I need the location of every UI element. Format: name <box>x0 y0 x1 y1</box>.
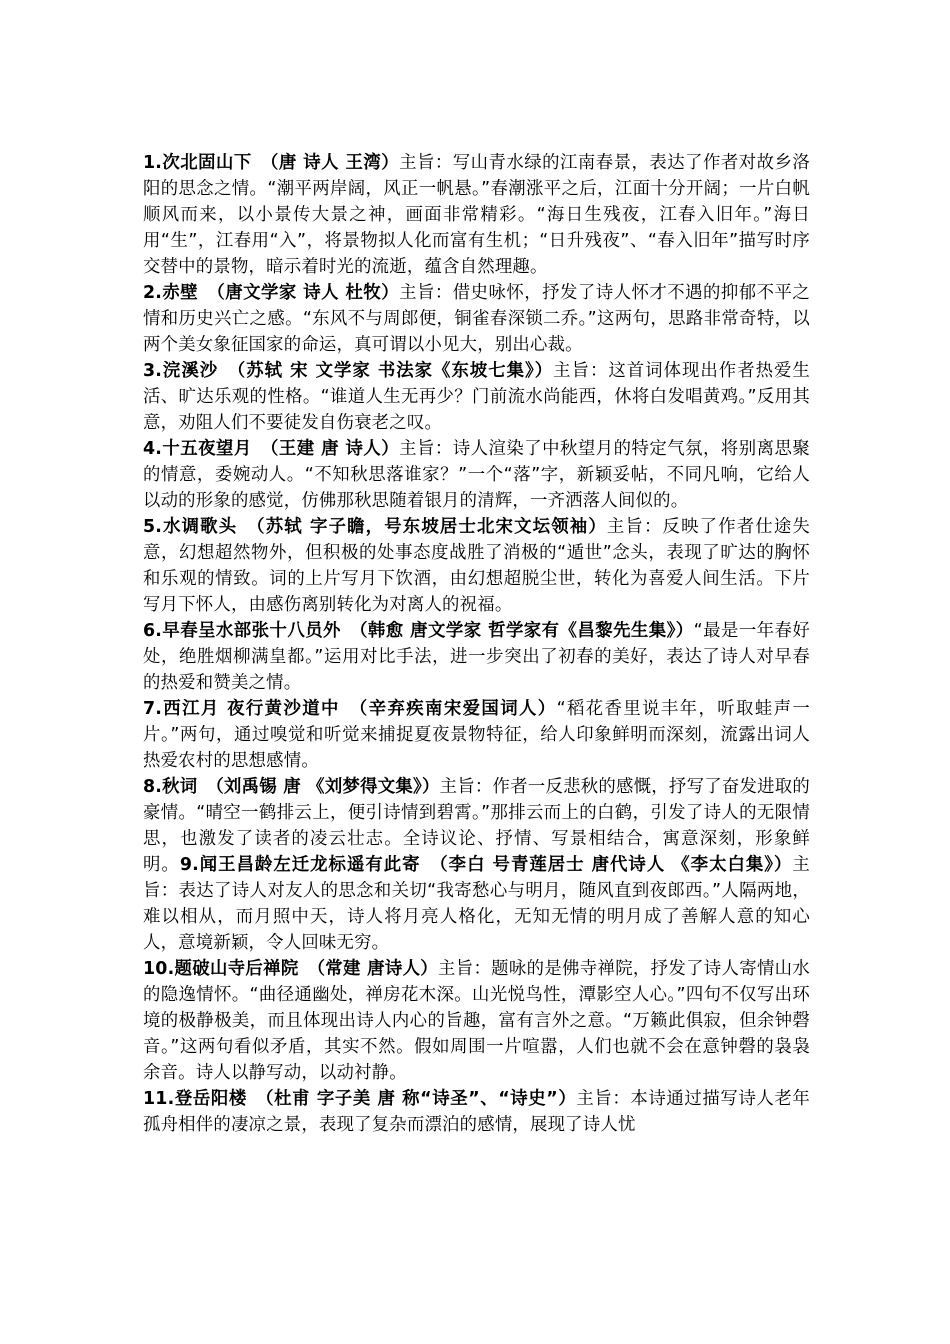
entry-text: 主旨：作者一反悲秋的感慨，抒写了奋发进取的豪情。“晴空一鹤排云上，便引诗情到碧霄。”那排云而上的白鹤，引发了诗人的无限情思，也激发了读者的凌云壮志。全诗议论、抒情、写景相结合，寓意深刻，形象鲜明。 <box>143 777 811 875</box>
entry-text-inline: 主旨：表达了诗人对友人的思念和关切“我寄愁心与明月，随风直到夜郎西。”人隔两地，难以相从，而月照中天，诗人将月亮人格化，无知无情的明月成了善解人意的知心人，意境新颖，令人回味无穷。 <box>143 855 811 953</box>
entry-text: 主旨：借史咏怀，抒发了诗人怀才不遇的抑郁不平之情和历史兴亡之感。“东风不与周郎便，铜雀春深锁二乔。”这两句，思路非常奇特，以两个美女象征国家的命运，真可谓以小见大，别出心裁。 <box>143 283 810 355</box>
entry-heading: 8.秋词 （刘禹锡 唐 《刘梦得文集》） <box>143 777 440 797</box>
poem-entry-1 <box>143 150 810 280</box>
entry-text: “最是一年春好处，绝胜烟柳满皇都。”运用对比手法，进一步突出了初春的美好，表达了诗人对早春的热爱和赞美之情。 <box>143 621 810 693</box>
poem-entry-3 <box>143 358 810 436</box>
entry-text: 主旨：反映了作者仕途失意，幻想超然物外，但积极的处事态度战胜了消极的“遁世”念头，表现了旷达的胸怀和乐观的情致。词的上片写月下饮酒，由幻想超脱尘世，转化为喜爱人间生活。下片写月下怀人，由感伤离别转化为对离人的祝福。 <box>143 517 811 615</box>
poem-entry-5 <box>143 514 810 618</box>
poem-entry-7 <box>143 696 810 774</box>
entry-heading: 7.西江月 夜行黄沙道中 （辛弃疾南宋爱国词人） <box>143 699 557 719</box>
entry-text: 主旨：诗人渲染了中秋望月的特定气氛，将别离思聚的情意，委婉动人。“不知秋思落谁家？”一个“落”字，新颖妥帖，不同凡响，它给人以动的形象的感觉，仿佛那秋思随着银月的清辉，一齐洒落人间似的。 <box>143 439 810 511</box>
poem-entry-2 <box>143 280 810 358</box>
entry-heading: 5.水调歌头 （苏轼 字子瞻，号东坡居士北宋文坛领袖） <box>143 517 607 537</box>
entry-heading: 6.早春呈水部张十八员外 （韩愈 唐文学家 哲学家有《昌黎先生集》） <box>143 621 694 641</box>
poem-entry-6 <box>143 618 810 696</box>
entry-text: 主旨：这首词体现出作者热爱生活、旷达乐观的性格。“谁道人生无再少？门前流水尚能西，休将白发唱黄鸡。”反用其意，劝阻人们不要徒发自伤衰老之叹。 <box>143 361 810 433</box>
entry-heading: 2.赤壁 （唐文学家 诗人 杜牧） <box>143 283 400 303</box>
poem-entry-8 <box>143 774 810 956</box>
entry-heading: 11.登岳阳楼 （杜甫 字子美 唐 称“诗圣”、“诗史”） <box>143 1089 577 1109</box>
poem-entry-10 <box>143 956 810 1086</box>
entry-text: 主旨：题咏的是佛寺禅院，抒发了诗人寄情山水的隐逸情怀。“曲径通幽处，禅房花木深。山光悦鸟性，潭影空人心。”四句不仅写出环境的极静极美，而且体现出诗人内心的旨趣，富有言外之意。“万籁此俱寂，但余钟磬音。”这两句看似矛盾，其实不然。假如周围一片喧嚣，人们也就不会在意钟磬的袅袅余音。诗人以静写动，以动衬静。 <box>143 959 810 1083</box>
document-page <box>143 150 810 1138</box>
entry-heading: 3.浣溪沙 （苏轼 宋 文学家 书法家《东坡七集》） <box>143 361 554 381</box>
poem-entry-11 <box>143 1086 810 1138</box>
entry-heading: 4.十五夜望月 （王建 唐 诗人） <box>143 439 400 459</box>
entry-heading: 1.次北固山下 （唐 诗人 王湾） <box>143 153 400 173</box>
entry-text: 主旨：写山青水绿的江南春景，表达了作者对故乡洛阳的思念之情。“潮平两岸阔，风正一帆悬。”春潮涨平之后，江面十分开阔；一片白帆顺风而来，以小景传大景之神，画面非常精彩。“海日生残夜，江春入旧年。”海日用“生”，江春用“入”，将景物拟人化而富有生机；“日升残夜”、“春入旧年”描写时序交替中的景物，暗示着时光的流逝，蕴含自然理趣。 <box>143 153 810 277</box>
entry-heading: 10.题破山寺后禅院 （常建 唐诗人） <box>143 959 439 979</box>
entry-text: “稻花香里说丰年，听取蛙声一片。”两句，通过嗅觉和听觉来捕捉夏夜景物特征，给人印象鲜明而深刻，流露出词人热爱农村的思想感情。 <box>143 699 810 771</box>
poem-entry-4 <box>143 436 810 514</box>
entry-text: 主旨：本诗通过描写诗人老年孤舟相伴的凄凉之景，表现了复杂而漂泊的感情，展现了诗人忧 <box>143 1089 810 1135</box>
entry-heading-inline: 9.闻王昌龄左迁龙标遥有此寄 （李白 号青莲居士 唐代诗人 《李太白集》） <box>179 855 793 875</box>
